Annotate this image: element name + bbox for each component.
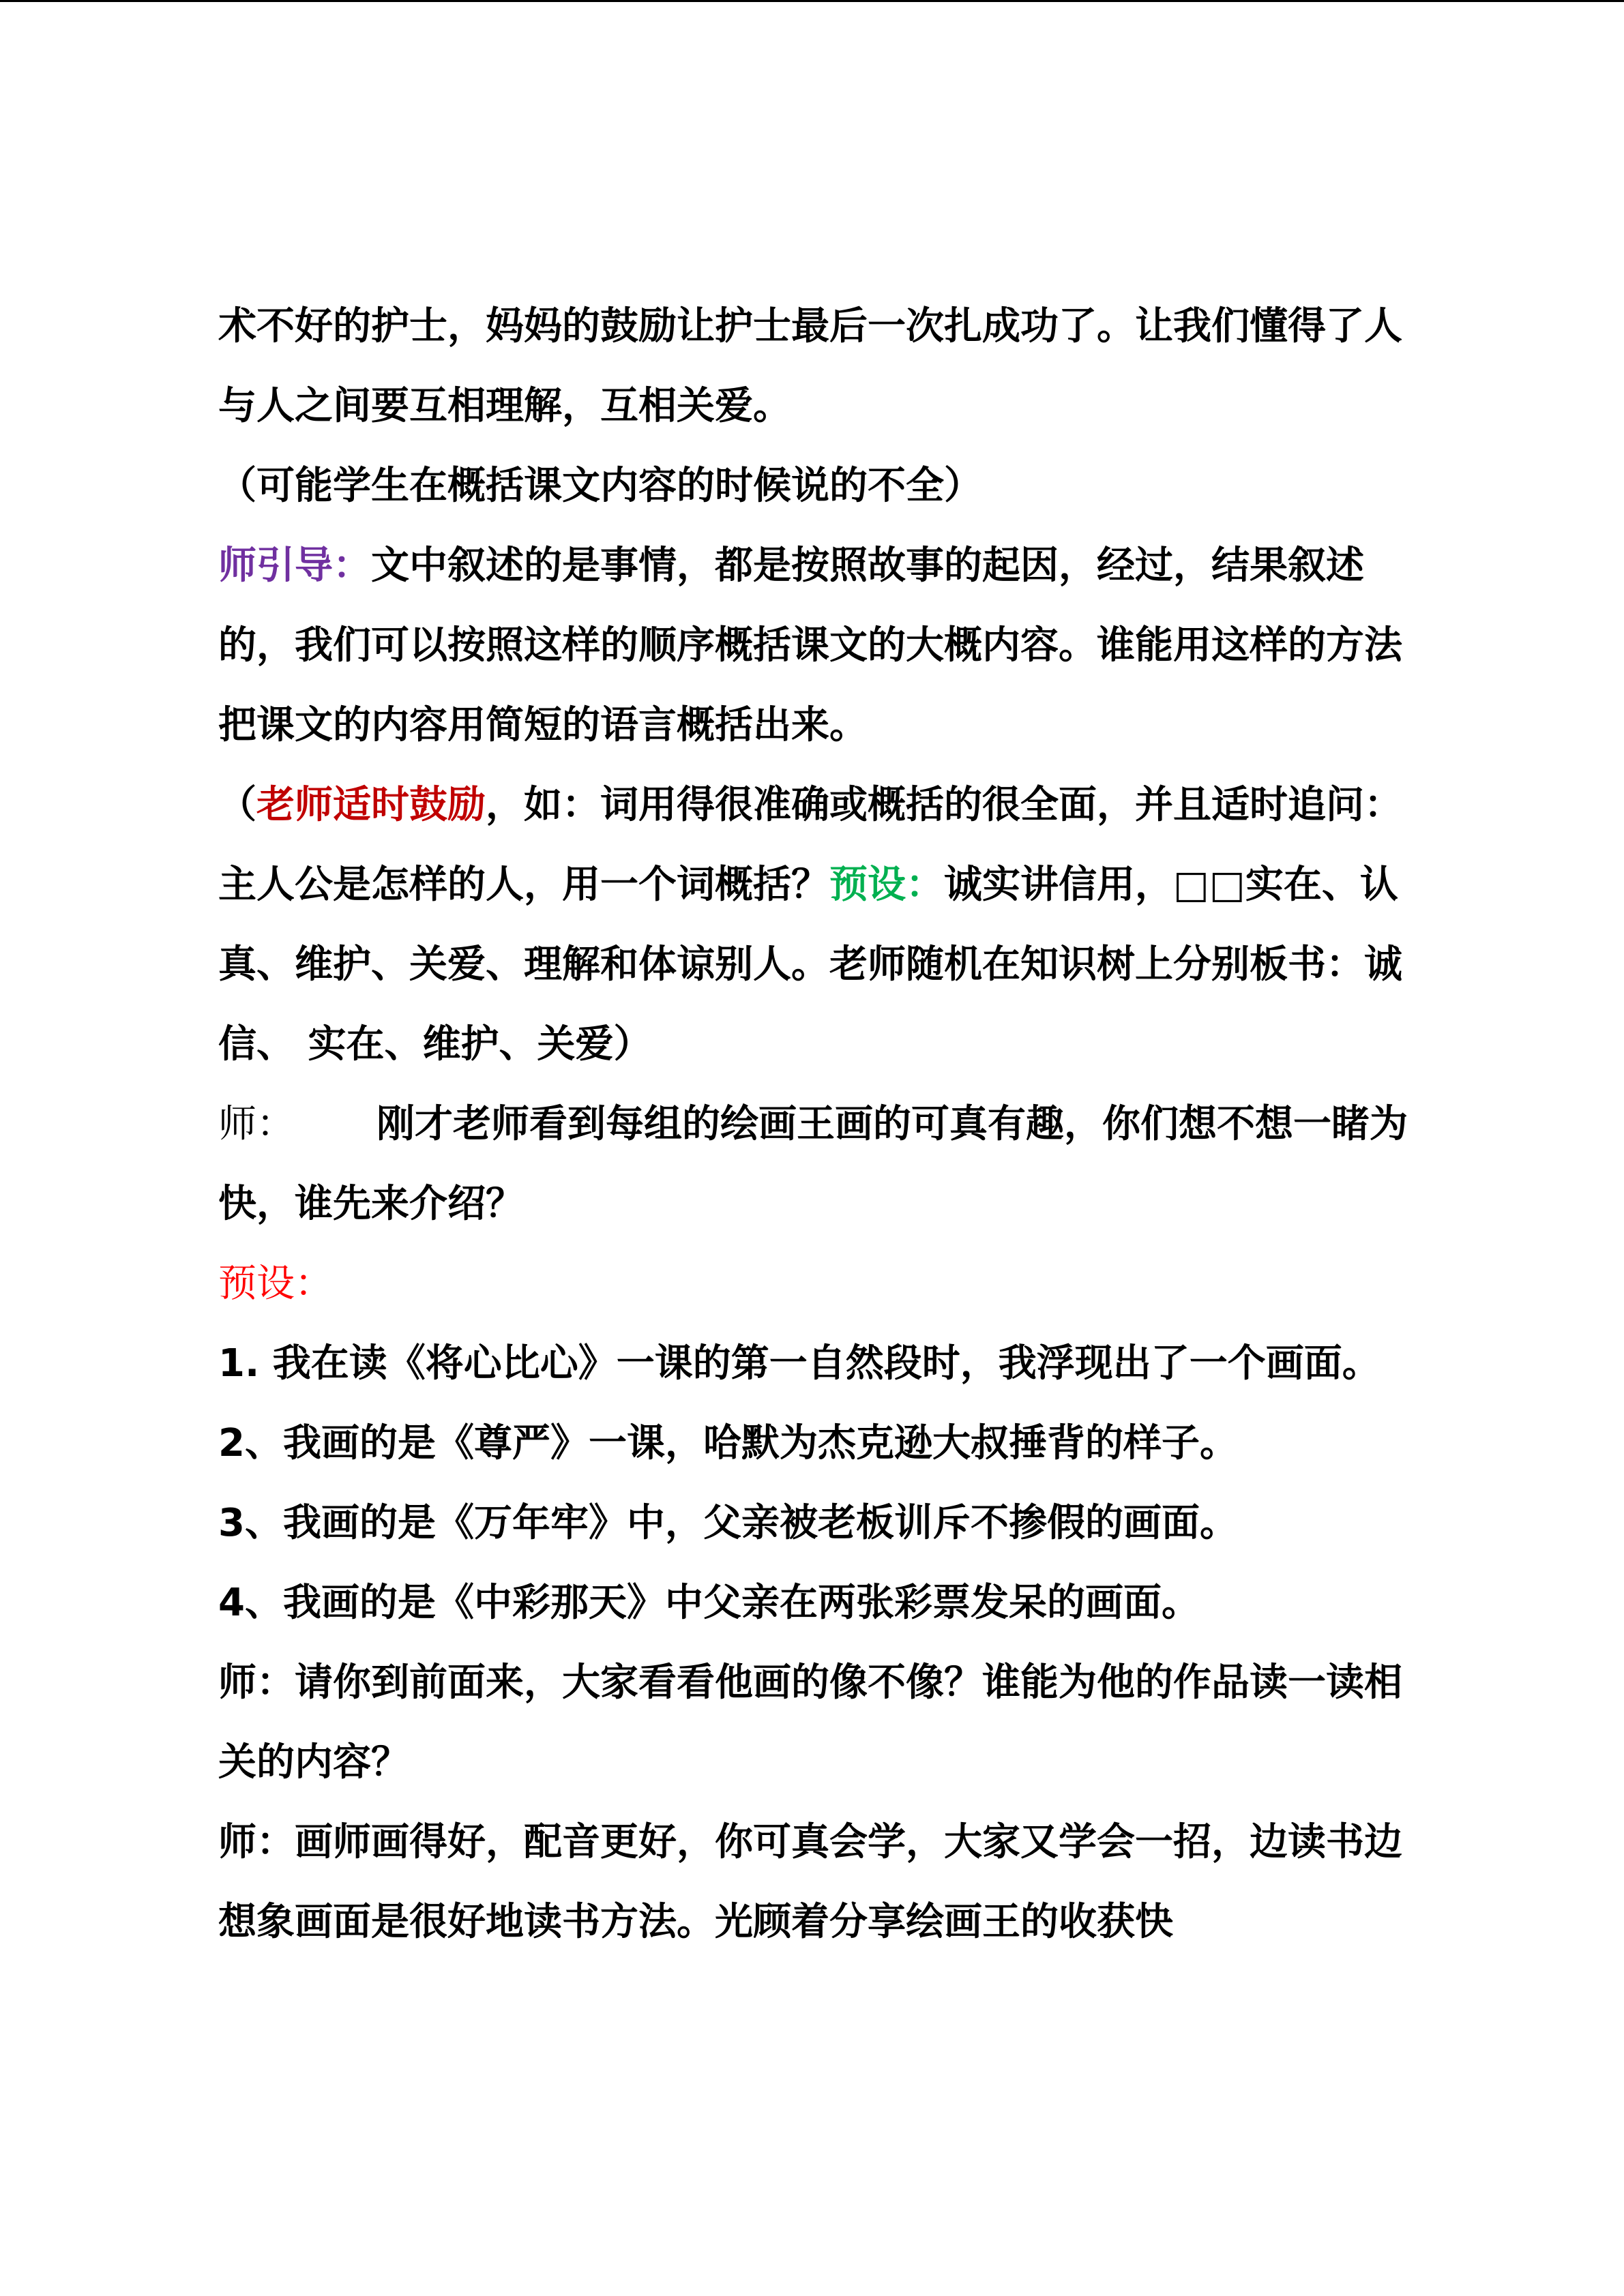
- preset-answer-text: 诚实讲信用，□□实在、认真、维护、关爱、理解和体谅别人。老师随机在知识树上分别板书：诚信、 实在、维护、关爱）: [218, 863, 1402, 1067]
- list-item-text: 3、我画的是《万年牢》中，父亲被老板训斥不掺假的画面。: [218, 1501, 1238, 1545]
- list-item: [218, 1403, 1419, 1483]
- list-item: [218, 1483, 1419, 1563]
- list-item: [218, 1324, 1419, 1403]
- note-text: （可能学生在概括课文内容的时候说的不全）: [218, 464, 982, 508]
- list-item-text: 1. 我在读《将心比心》一课的第一自然段时，我浮现出了一个画面。: [218, 1341, 1381, 1386]
- list-item-text: 4、我画的是《中彩那天》中父亲在两张彩票发呆的画面。: [218, 1581, 1200, 1625]
- teacher-guide-text: 文中叙述的是事情，都是按照故事的起因，经过，结果叙述的，我们可以按照这样的顺序概括课文的大概内容。谁能用这样的方法把课文的内容用简短的语言概括出来。: [218, 543, 1402, 747]
- teacher-prompt-text: 刚才老师看到每组的绘画王画的可真有趣，你们想不想一睹为快，谁先来介绍？: [218, 1102, 1408, 1226]
- page-top-border: [0, 0, 1624, 2]
- list-item-text: 2、我画的是《尊严》一课，哈默为杰克逊大叔捶背的样子。: [218, 1421, 1238, 1465]
- list-item: [218, 1563, 1419, 1643]
- paragraph-preset-heading: [218, 1244, 1419, 1324]
- preset-label-green: 预设：: [829, 863, 944, 907]
- paragraph-summary: [218, 286, 1419, 446]
- document-body: [218, 286, 1419, 1962]
- paragraph-note: [218, 446, 1419, 526]
- encouragement-label: 老师适时鼓励: [256, 783, 486, 827]
- paragraph-encouragement: [218, 765, 1419, 1084]
- paragraph-teacher-invite: [218, 1643, 1419, 1802]
- teacher-praise-text: 师：画师画得好，配音更好，你可真会学，大家又学会一招，边读书边想象画面是很好地读书方法。光顾着分享绘画王的收获快: [218, 1820, 1402, 1944]
- summary-text: 术不好的护士，妈妈的鼓励让护士最后一次扎成功了。让我们懂得了人与人之间要互相理解，互相关爱。: [218, 304, 1402, 428]
- preset-heading: 预设：: [218, 1262, 333, 1306]
- teacher-guide-label: 师引导：: [218, 543, 371, 588]
- paragraph-teacher-prompt: [218, 1084, 1419, 1244]
- open-paren: （: [218, 783, 256, 827]
- paragraph-teacher-praise: [218, 1802, 1419, 1962]
- encouragement-text: ，如：词用得很准确或概括的很全面，并且适时追问：主人公是怎样的人，用一个词概括？: [218, 783, 1402, 907]
- teacher-invite-text: 师：请你到前面来，大家看看他画的像不像？谁能为他的作品读一读相关的内容？: [218, 1660, 1402, 1785]
- teacher-label: 师：: [218, 1102, 295, 1146]
- paragraph-teacher-guide: [218, 526, 1419, 765]
